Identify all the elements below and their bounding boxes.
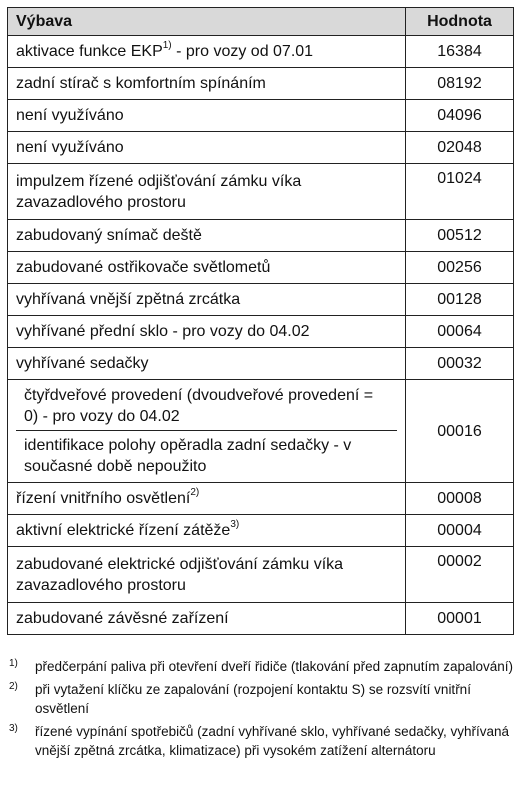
- row-value: 00064: [406, 316, 514, 348]
- footnote: [7, 657, 513, 676]
- table-row: [8, 515, 514, 547]
- table-row: [8, 132, 514, 164]
- row-value: 00008: [406, 483, 514, 515]
- row-value: 00016: [406, 380, 514, 483]
- row-value: 08192: [406, 68, 514, 100]
- row-value: 04096: [406, 100, 514, 132]
- equipment-table: [7, 7, 514, 635]
- row-label: řízení vnitřního osvětlení$^{2)}$: [8, 483, 406, 515]
- footnote-number: 1): [9, 658, 18, 669]
- row-label: aktivace funkce EKP$^{1)}$ - pro vozy od 07.01: [8, 36, 406, 68]
- header-value: Hodnota: [406, 8, 514, 36]
- row-value: 00128: [406, 284, 514, 316]
- table-row: [8, 380, 514, 483]
- row-label: zabudovaný snímač deště: [8, 220, 406, 252]
- row-label: impulzem řízené odjišťování zámku víka zavazadlového prostoru: [8, 164, 406, 220]
- table-row: [8, 603, 514, 635]
- footnote-ref: 3): [230, 518, 240, 530]
- table-row: [8, 164, 514, 220]
- row-label: čtyřdveřové provedení (dvoudveřové provedení = 0) - pro vozy do 04.02: [16, 381, 397, 431]
- footnote: [7, 680, 513, 718]
- footnote: [7, 722, 513, 760]
- row-label: vyhřívané přední sklo - pro vozy do 04.02: [8, 316, 406, 348]
- row-label: zabudované elektrické odjišťování zámku víka zavazadlového prostoru: [8, 547, 406, 603]
- table-row: [8, 220, 514, 252]
- footnotes: [7, 657, 513, 764]
- row-value: 01024: [406, 164, 514, 220]
- footnote-text: předčerpání paliva při otevření dveří řidiče (tlakování před zapnutím zapalování): [35, 659, 514, 674]
- row-value: 00256: [406, 252, 514, 284]
- row-label: zabudované ostřikovače světlometů: [8, 252, 406, 284]
- footnote-number: 3): [9, 723, 18, 734]
- header-equipment: Výbava: [8, 8, 406, 36]
- row-label: aktivní elektrické řízení zátěže$^{3)}$: [8, 515, 406, 547]
- table-row: [8, 68, 514, 100]
- row-label-split: [8, 380, 406, 483]
- table-row: [8, 547, 514, 603]
- table-header-row: [8, 8, 514, 36]
- row-label: zadní stírač s komfortním spínáním: [8, 68, 406, 100]
- table-row: [8, 36, 514, 68]
- table-row: [8, 316, 514, 348]
- row-label: zabudované závěsné zařízení: [8, 603, 406, 635]
- row-label: identifikace polohy opěradla zadní sedačky - v současné době nepoužito: [24, 437, 352, 475]
- table-row: [8, 348, 514, 380]
- row-label: není využíváno: [8, 132, 406, 164]
- row-value: 00512: [406, 220, 514, 252]
- row-value: 00004: [406, 515, 514, 547]
- footnote-text: při vytažení klíčku ze zapalování (rozpojení kontaktu S) se rozsvítí vnitřní osvětlení: [35, 682, 471, 716]
- footnote-text: řízené vypínání spotřebičů (zadní vyhřívané sklo, vyhřívané sedačky, vyhřívaná vnější zpětná zrcátka, klimatizace) při vysokém zatížení alternátoru: [35, 724, 509, 758]
- row-value: 02048: [406, 132, 514, 164]
- row-label: vyhřívaná vnější zpětná zrcátka: [8, 284, 406, 316]
- row-label: vyhřívané sedačky: [8, 348, 406, 380]
- row-value: 00032: [406, 348, 514, 380]
- footnote-ref: 1): [162, 39, 172, 51]
- table-row: [8, 100, 514, 132]
- row-value: 00002: [406, 547, 514, 603]
- footnote-ref: 2): [190, 486, 200, 498]
- row-label: není využíváno: [8, 100, 406, 132]
- footnote-number: 2): [9, 681, 18, 692]
- table-row: [8, 483, 514, 515]
- row-value: 00001: [406, 603, 514, 635]
- table-row: [8, 284, 514, 316]
- row-value: 16384: [406, 36, 514, 68]
- table-row: [8, 252, 514, 284]
